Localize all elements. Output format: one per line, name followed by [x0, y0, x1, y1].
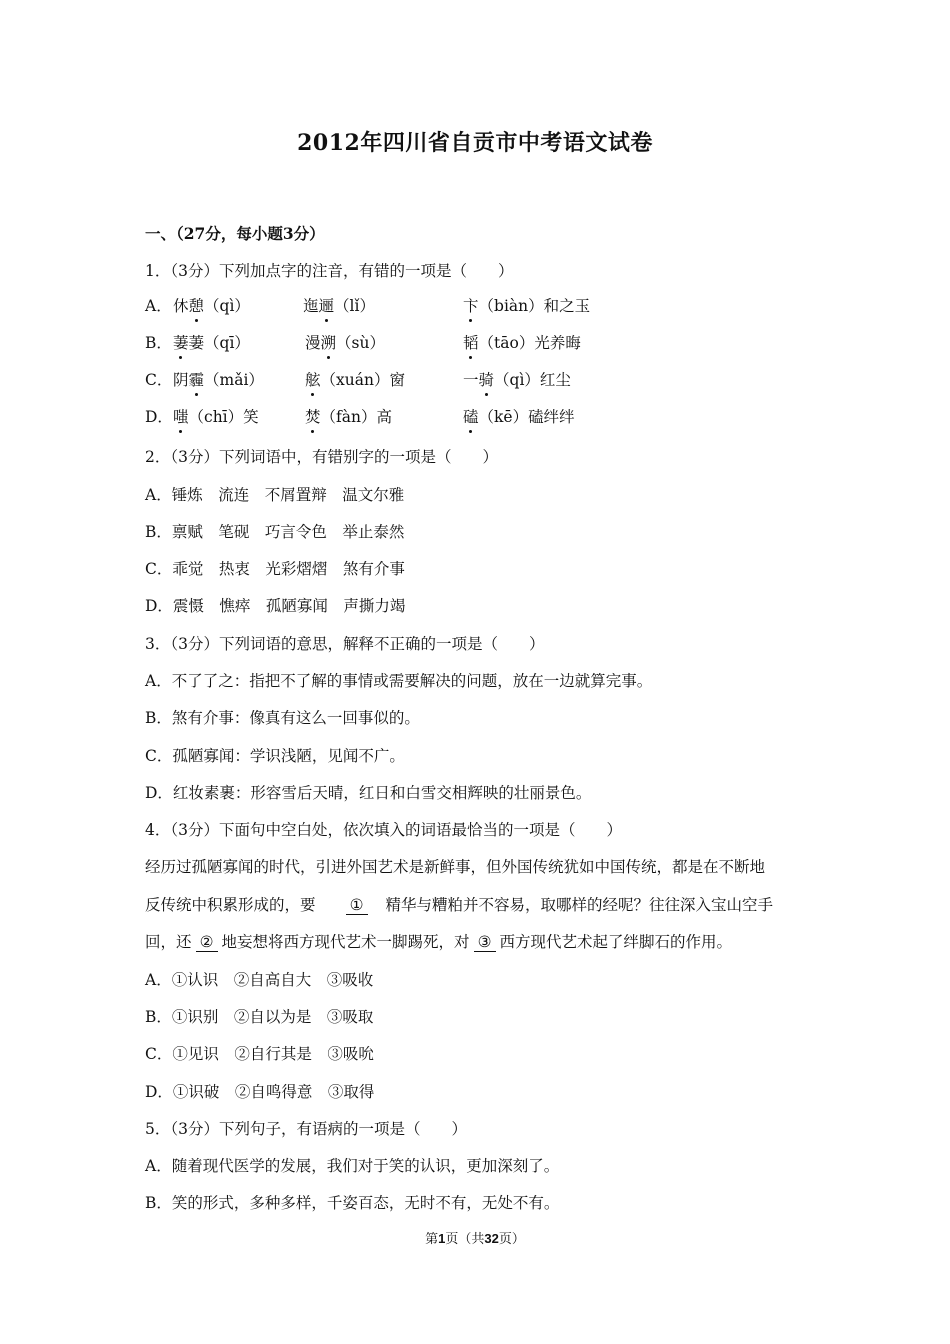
option-item-3: 磕（kē）磕绊绊 [463, 408, 575, 426]
option-item-2: 迤逦（lǐ） [303, 297, 375, 315]
question-2-option-b: B．禀赋 笔砚 巧言令色 举止泰然 [145, 523, 405, 541]
option-item-3: 卞（biàn）和之玉 [463, 297, 591, 315]
question-2-option-c: C．乖觉 热衷 光彩熠熠 煞有介事 [145, 560, 405, 578]
question-1-option-b [145, 333, 845, 355]
blank-1: ① [346, 896, 368, 915]
question-5-option-a: A．随着现代医学的发展，我们对于笑的认识，更加深刻了。 [145, 1157, 560, 1175]
blank-2: ② [196, 933, 218, 952]
option-item-1: 萋萋（qī） [173, 334, 250, 352]
question-4-passage-line-2: 反传统中积累形成的，要 ① 精华与糟粕并不容易，取哪样的经呢？往往深入宝山空手 [145, 896, 774, 914]
blank-3: ③ [474, 933, 496, 952]
option-item-1: 休憩（qì） [173, 297, 250, 315]
question-5-stem: 5．（3分）下列句子，有语病的一项是（ ） [145, 1120, 467, 1138]
page-number: 1 [438, 1231, 446, 1246]
question-2-stem: 2．（3分）下列词语中，有错别字的一项是（ ） [145, 448, 498, 466]
question-3-option-a: A．不了了之：指把不了解的事情或需要解决的问题，放在一边就算完事。 [145, 672, 653, 690]
question-5-option-b: B．笑的形式，多种多样，千姿百态，无时不有，无处不有。 [145, 1194, 560, 1212]
option-item-1: 阴霾（mǎi） [173, 371, 264, 389]
question-3-option-b: B．煞有介事：像真有这么一回事似的。 [145, 709, 420, 727]
option-item-1: 嗤（chī）笑 [173, 408, 259, 426]
section-heading: 一、（27分，每小题3分） [145, 224, 325, 243]
question-2-option-d: D．震慑 憔瘁 孤陋寡闻 声撕力竭 [145, 597, 406, 615]
question-3-stem: 3．（3分）下列词语的意思，解释不正确的一项是（ ） [145, 635, 545, 653]
paper-title: 2012年四川省自贡市中考语文试卷 [297, 130, 653, 156]
option-label: D． [145, 408, 173, 426]
question-4-option-b: B．①识别 ②自以为是 ③吸取 [145, 1008, 374, 1026]
question-4-option-c: C．①见识 ②自行其是 ③吸吮 [145, 1045, 374, 1063]
question-1-option-c [145, 370, 845, 392]
question-1-option-d [145, 407, 845, 429]
question-4-option-d: D．①识破 ②自鸣得意 ③取得 [145, 1083, 375, 1101]
question-3-option-d: D．红妆素裹：形容雪后天晴，红日和白雪交相辉映的壮丽景色。 [145, 784, 592, 802]
question-3-option-c: C．孤陋寡闻：学识浅陋，见闻不广。 [145, 747, 405, 765]
question-4-passage-line-3: 回，还 ② 地妄想将西方现代艺术一脚踢死，对 ③ 西方现代艺术起了绊脚石的作用。 [145, 933, 733, 951]
option-item-2: 焚（fàn）高 [305, 408, 392, 426]
option-item-2: 漫溯（sù） [305, 334, 385, 352]
option-item-3: 韬（tāo）光养晦 [463, 334, 581, 352]
question-4-passage-line-1: 经历过孤陋寡闻的时代，引进外国艺术是新鲜事，但外国传统犹如中国传统，都是在不断地 [145, 858, 766, 876]
option-item-2: 舷（xuán）窗 [305, 371, 405, 389]
question-1-option-a [145, 296, 845, 318]
page-footer: 第1页（共32页） [425, 1231, 525, 1247]
question-1-stem: 1．（3分）下列加点字的注音，有错的一项是（ ） [145, 262, 514, 280]
question-4-stem: 4．（3分）下面句中空白处，依次填入的词语最恰当的一项是（ ） [145, 821, 622, 839]
option-item-3: 一骑（qì）红尘 [463, 371, 571, 389]
question-4-option-a: A．①认识 ②自高自大 ③吸收 [145, 971, 374, 989]
page-total: 32 [484, 1231, 499, 1246]
option-label: A． [145, 297, 172, 315]
option-label: C． [145, 371, 173, 389]
question-2-option-a: A．锤炼 流连 不屑置辩 温文尔雅 [145, 486, 405, 504]
option-label: B． [145, 334, 172, 352]
